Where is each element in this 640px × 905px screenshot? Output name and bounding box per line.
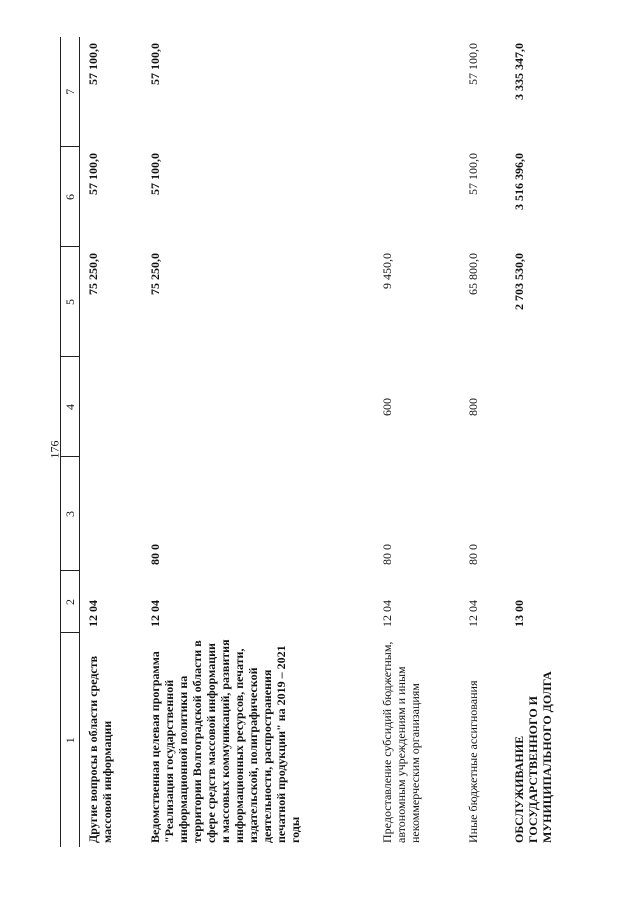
value-col5: 65 800,0 [466,253,480,295]
expense-type: 800 [466,398,480,416]
section-code: 12 04 [380,600,394,627]
row-name: Иные бюджетные ассигнования [466,680,480,843]
target-code [80,457,149,571]
row-name: Предоставление субсидий бюджетным, автономным учреждениям и иным некоммерческим организациям [380,641,422,843]
column-header-4: 4 [61,357,80,457]
table-row [380,37,466,847]
row-name: Другие вопросы в области средств массовой информации [86,655,114,843]
table-row [148,37,380,847]
rotated-budget-table [60,37,620,847]
value-col7: 57 100,0 [148,43,162,85]
column-header-2: 2 [61,571,80,633]
column-header-5: 5 [61,247,80,357]
expense-type [80,357,149,457]
column-header-7: 7 [61,37,80,147]
budget-table [60,37,576,847]
table-row [80,37,149,847]
section-code: 12 04 [466,600,480,627]
expense-type [512,357,576,457]
value-col7: 57 100,0 [466,43,480,85]
section-code: 12 04 [148,600,162,627]
value-col5: 2 703 530,0 [512,253,526,310]
table-row [512,37,576,847]
column-number-row [61,37,80,847]
column-header-3: 3 [61,457,80,571]
value-col6: 57 100,0 [148,153,162,195]
value-col7: 3 335 347,0 [512,43,526,100]
table-row [466,37,512,847]
value-col5: 75 250,0 [148,253,162,295]
target-code: 80 0 [148,544,162,565]
target-code [512,457,576,571]
row-name: Ведомственная целевая программа "Реализация государственной информационной политики на территории Волгоградской области в сфере средств массовой информации и массовых коммуникаций, развития информационных ресурсов, печати, издательской, полиграфической деятельности, распространения печатной продукции" на 2019 – 2021 годы [148,639,302,843]
section-code: 12 04 [86,600,100,627]
expense-type [148,357,380,457]
column-header-1: 1 [61,633,80,847]
column-header-6: 6 [61,147,80,247]
value-col5: 75 250,0 [86,253,100,295]
row-name: ОБСЛУЖИВАНИЕ ГОСУДАРСТВЕННОГО И МУНИЦИПАЛЬНОГО ДОЛГА [512,671,554,843]
section-code: 13 00 [512,600,526,627]
value-col6: 3 516 396,0 [512,153,526,210]
value-col7 [380,37,466,147]
value-col6: 57 100,0 [86,153,100,195]
value-col5: 9 450,0 [380,253,394,289]
value-col7: 57 100,0 [86,43,100,85]
target-code: 80 0 [466,544,480,565]
target-code: 80 0 [380,544,394,565]
expense-type: 600 [380,398,394,416]
page-number: 176 [47,440,62,459]
value-col6 [380,147,466,247]
value-col6: 57 100,0 [466,153,480,195]
